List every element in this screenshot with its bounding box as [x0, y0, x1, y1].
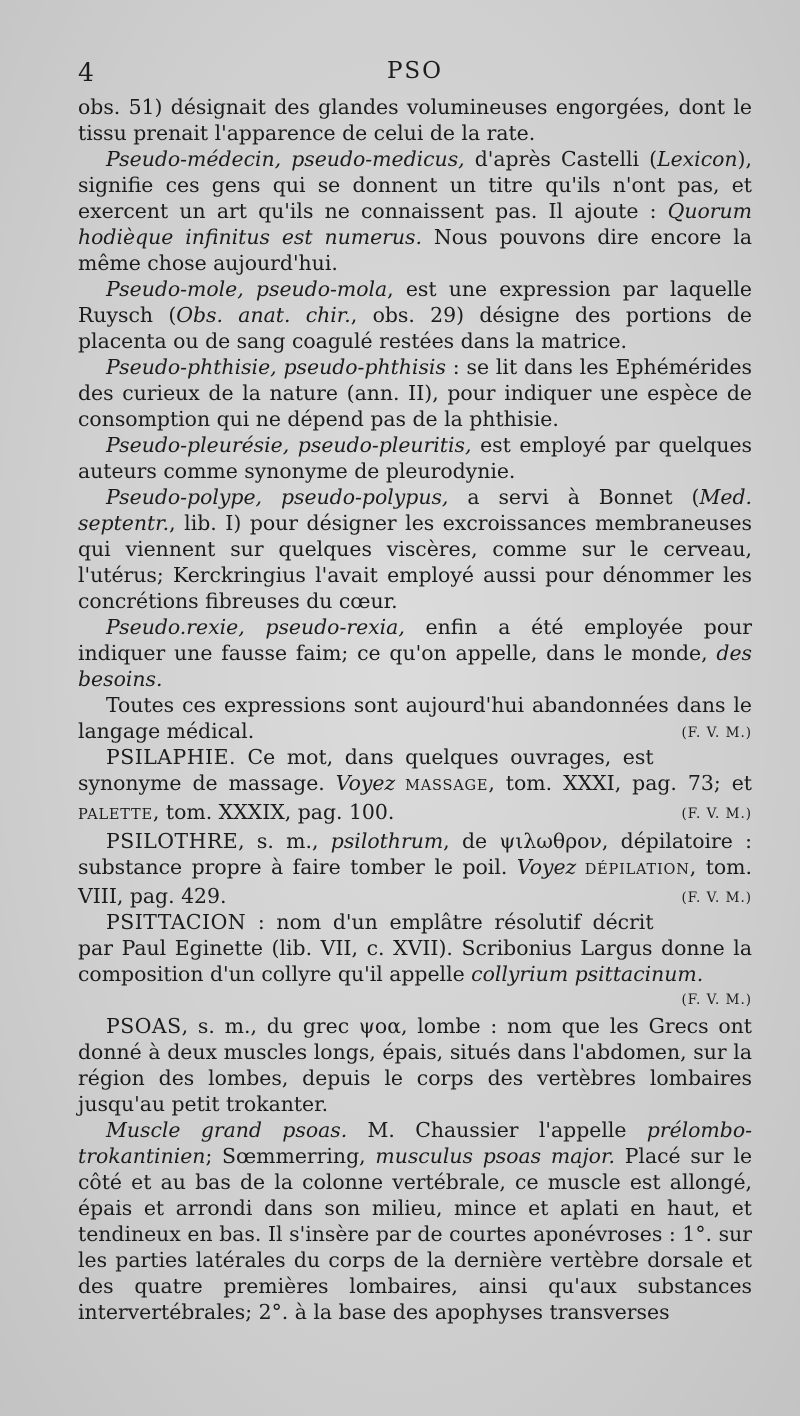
entry-psittacion: PSITTACION : nom d'un emplâtre résolutif décrit par Paul Eginette (lib. VII, c. XVII). Scribonius Largus donne la composition d'un collyre qu'il appelle collyrium psittacinum. [78, 910, 752, 986]
entry-pseudo-rexie: Pseudo.rexie, pseudo-rexia, enfin a été employée pour indiquer une fausse faim; ce qu'on appelle, dans le monde, des besoins. [78, 615, 752, 691]
entry-psoas: PSOAS, s. m., du grec ψοα, lombe : nom que les Grecs ont donné à deux muscles longs, épais, situés dans l'abdomen, sur la région des lombes, depuis le corps des vertèbres lombaires jusqu'au petit trokanter. [78, 1014, 752, 1116]
headword: PSILOTHRE [106, 829, 239, 853]
emphasis: des besoins. [78, 641, 752, 691]
entry-pseudo-polype: Pseudo-polype, pseudo-polypus, a servi à Bonnet (Med. septentr., lib. I) pour désigner les excroissances membraneuses qui viennent sur quelques viscères, comme sur le cerveau, l'utérus; Kerckringius l'avait employé aussi pour dénommer les concrétions fibreuses du cœur. [78, 485, 752, 613]
author-signature: (F. V. M.) [681, 890, 752, 906]
body-text [78, 94, 752, 1325]
page-header [78, 58, 752, 94]
entry-term: Pseudo-pleurésie, pseudo-pleuritis, [106, 433, 472, 457]
entry-term: Pseudo-phthisie, pseudo-phthisis [106, 355, 446, 379]
running-head: PSO [386, 58, 444, 84]
entry-pseudo-medecin: Pseudo-médecin, pseudo-medicus, d'après Castelli (Lexicon), signifie ces gens qui se donnent un titre qu'ils n'ont pas, et exercent un art qu'ils ne connaissent pas. Il ajoute : Quorum hodièque infinitus est numerus. Nous pouvons dire encore la même chose aujourd'hui. [78, 147, 752, 275]
entry-pseudo-pleuresie: Pseudo-pleurésie, pseudo-pleuritis, est employé par quelques auteurs comme synonyme de pleurodynie. [78, 433, 752, 483]
closing-remark: Toutes ces expressions sont aujourd'hui abandonnées dans le langage médical. (F. V. M.) [78, 692, 752, 744]
entry-pseudo-mole: Pseudo-mole, pseudo-mola, est une expression par laquelle Ruysch (Obs. anat. chir., obs. 29) désigne des portions de placenta ou de sang coagulé restées dans la matrice. [78, 277, 752, 353]
cross-ref-target: PALETTE [78, 807, 153, 823]
cross-ref-target: DÉPILATION [576, 862, 690, 878]
reference: Med. septentr. [78, 485, 752, 535]
entry-term: psilothrum [330, 829, 444, 853]
cross-ref-target: MASSAGE [395, 778, 489, 794]
entry-term: prélombo-trokantinien [78, 1118, 752, 1168]
entry-term: Muscle grand psoas. [106, 1118, 348, 1142]
author-signature: (F. V. M.) [681, 806, 752, 822]
entry-term: collyrium psittacinum. [471, 962, 704, 986]
entry-term: Pseudo.rexie, pseudo-rexia, [106, 615, 405, 639]
reference: Lexicon [657, 147, 738, 171]
entry-psilaphie: PSILAPHIE. Ce mot, dans quelques ouvrages, est synonyme de massage. Voyez MASSAGE, tom. XXXI, pag. 73; et PALETTE, tom. XXXIX, pag. 100. (F. V. M.) [78, 744, 752, 828]
entry-muscle-grand-psoas: Muscle grand psoas. M. Chaussier l'appelle prélombo-trokantinien; Sœmmerring, musculus psoas major. Placé sur le côté et au bas de la colonne vertébrale, ce muscle est allongé, épais et arrondi dans son milieu, mince et aplati en haut, et tendineux en bas. Il s'insère par de courtes aponévroses : 1°. sur les parties latérales du corps de la dernière vertèbre dorsale et des quatre premières lombaires, ainsi qu'aux substances intervertébrales; 2°. à la base des apophyses transverses [78, 1118, 753, 1324]
latin-quote: Quorum hodièque infinitus est numerus. [78, 199, 752, 249]
cross-ref-voyez: Voyez [516, 855, 577, 879]
author-signature: (F. V. M.) [681, 725, 752, 741]
headword: PSOAS [106, 1014, 182, 1038]
entry-term: Pseudo-mole, pseudo-mola [106, 277, 388, 301]
entry-term: musculus psoas major. [375, 1144, 615, 1168]
entry-term: Pseudo-polype, pseudo-polypus, [106, 485, 449, 509]
headword: PSITTACION [106, 910, 247, 934]
author-signature: (F. V. M.) [681, 992, 752, 1008]
page-number: 4 [78, 58, 94, 87]
entry-psilothre: PSILOTHRE, s. m., psilothrum, de ψιλωθρον, dépilatoire : substance propre à faire tomber le poil. Voyez DÉPILATION, tom. VIII, pag. 429. (F. V. M.) [78, 828, 752, 909]
entry-pseudo-phthisie: Pseudo-phthisie, pseudo-phthisis : se lit dans les Ephémérides des curieux de la nature (ann. II), pour indiquer une espèce de consomption qui ne dépend pas de la phthisie. [78, 355, 752, 431]
entry-term: Pseudo-médecin, pseudo-medicus, [106, 147, 465, 171]
paragraph-continuation: obs. 51) désignait des glandes volumineuses engorgées, dont le tissu prenait l'apparence de celui de la rate. [78, 95, 752, 145]
headword: PSILAPHIE. [106, 745, 236, 769]
reference: Obs. anat. chir. [176, 303, 351, 327]
cross-ref-voyez: Voyez [335, 771, 396, 795]
